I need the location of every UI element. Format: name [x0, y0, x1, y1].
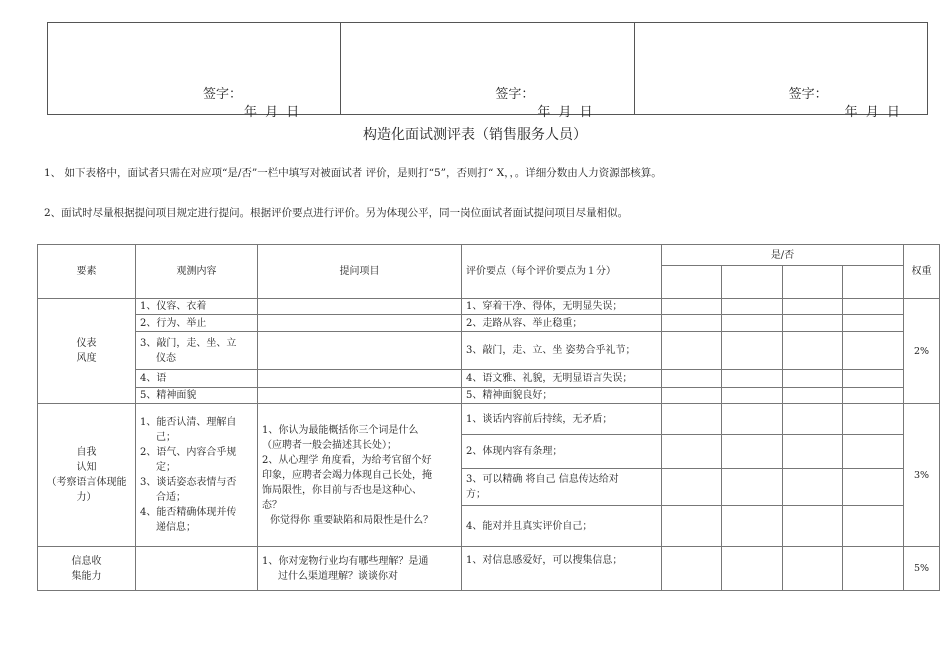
header-yesno: 是/否	[662, 245, 904, 266]
criteria-item: 1、对信息感爱好，可以搜集信息；	[462, 547, 662, 591]
content-item: 1、仪容、衣着	[136, 299, 258, 315]
yesno-cell[interactable]	[662, 388, 722, 404]
element-info-gathering: 信息收 集能力	[38, 547, 136, 591]
yesno-cell[interactable]	[783, 506, 843, 547]
criteria-item: 2、走路从容、举止稳重；	[462, 315, 662, 332]
yesno-cell[interactable]	[783, 435, 843, 469]
yesno-cell[interactable]	[722, 370, 783, 388]
criteria-item: 4、语文雅、礼貌，无明显语言失误；	[462, 370, 662, 388]
yesno-cell[interactable]	[843, 266, 904, 299]
yesno-cell[interactable]	[662, 315, 722, 332]
question-cell	[258, 315, 462, 332]
yesno-cell[interactable]	[843, 299, 904, 315]
yesno-cell[interactable]	[662, 435, 722, 469]
criteria-item: 3、可以精确 将自己 信息传达给对 方；	[462, 469, 662, 506]
yesno-cell[interactable]	[662, 266, 722, 299]
yesno-cell[interactable]	[662, 332, 722, 370]
header-content: 观测内容	[136, 245, 258, 299]
yesno-cell[interactable]	[843, 435, 904, 469]
yesno-cell[interactable]	[783, 299, 843, 315]
yesno-cell[interactable]	[722, 404, 783, 435]
criteria-item: 1、穿着干净、得体，无明显失误；	[462, 299, 662, 315]
yesno-cell[interactable]	[783, 315, 843, 332]
weight-value: 2%	[904, 299, 940, 404]
question-cell	[258, 388, 462, 404]
yesno-cell[interactable]	[722, 315, 783, 332]
yesno-cell[interactable]	[783, 404, 843, 435]
criteria-item: 2、体现内容有条理；	[462, 435, 662, 469]
page-title: 构造化面试测评表（销售服务人员）	[363, 127, 587, 143]
yesno-cell[interactable]	[843, 404, 904, 435]
yesno-cell[interactable]	[783, 266, 843, 299]
weight-value: 3%	[904, 404, 940, 547]
date-label: 年 月 日	[844, 105, 902, 120]
yesno-cell[interactable]	[722, 547, 783, 591]
yesno-cell[interactable]	[722, 266, 783, 299]
yesno-cell[interactable]	[783, 370, 843, 388]
yesno-cell[interactable]	[843, 370, 904, 388]
yesno-cell[interactable]	[722, 299, 783, 315]
criteria-item: 3、敲门，走、立、坐 姿势合乎礼节；	[462, 332, 662, 370]
yesno-cell[interactable]	[843, 547, 904, 591]
criteria-item: 4、能对并且真实评价自己；	[462, 506, 662, 547]
yesno-cell[interactable]	[722, 332, 783, 370]
date-label: 年 月 日	[244, 105, 302, 120]
yesno-cell[interactable]	[662, 404, 722, 435]
yesno-cell[interactable]	[662, 469, 722, 506]
yesno-cell[interactable]	[662, 299, 722, 315]
question-list: 1、你认为最能概括你三个词是什么 （应聘者一般会描述其长处）； 2、从心理学 角度看，为给考官留个好 印象，应聘者会竭力体现自己长处，掩 饰局限性，你目前与否也是这种心、 态？ 你觉得你 重要缺陷和局限性是什么？	[258, 404, 462, 547]
criteria-item: 1、谈话内容前后持续，无矛盾；	[462, 404, 662, 435]
yesno-cell[interactable]	[662, 370, 722, 388]
yesno-cell[interactable]	[662, 547, 722, 591]
content-item: 3、敲门，走、坐、立 仪态	[136, 332, 258, 370]
yesno-cell[interactable]	[783, 388, 843, 404]
signature-cell-3	[635, 23, 927, 120]
yesno-cell[interactable]	[843, 332, 904, 370]
date-label: 年 月 日	[537, 105, 595, 120]
yesno-cell[interactable]	[662, 506, 722, 547]
question-cell	[258, 332, 462, 370]
signature-cell-2	[341, 23, 634, 120]
question-list: 1、你对宠物行业均有哪些理解？是通 过什么渠道理解？谈谈你对	[258, 547, 462, 591]
header-element: 要素	[38, 245, 136, 299]
yesno-cell[interactable]	[722, 506, 783, 547]
yesno-cell[interactable]	[843, 388, 904, 404]
sign-label: 签字：	[203, 87, 243, 102]
sign-label: 签字：	[495, 87, 535, 102]
yesno-cell[interactable]	[783, 547, 843, 591]
yesno-cell[interactable]	[722, 469, 783, 506]
yesno-cell[interactable]	[843, 506, 904, 547]
note-1: 1、 如下表格中，面试者只需在对应项“是/否”一栏中填写对被面试者 评价，是则打“5”，否则打“ X，，。详细分数由人力资源部核算。	[44, 167, 662, 179]
evaluation-table	[37, 244, 940, 591]
sign-label: 签字：	[788, 87, 828, 102]
header-weight: 权重	[904, 245, 940, 299]
signature-cell-1	[48, 23, 341, 120]
content-item: 2、行为、举止	[136, 315, 258, 332]
yesno-cell[interactable]	[722, 388, 783, 404]
criteria-item: 5、精神面貌良好；	[462, 388, 662, 404]
yesno-cell[interactable]	[843, 315, 904, 332]
yesno-cell[interactable]	[843, 469, 904, 506]
content-item: 5、精神面貌	[136, 388, 258, 404]
note-2: 2、面试时尽量根据提问项目规定进行提问。根据评价要点进行评价。另为体现公平，同一岗位面试者面试提问项目尽量相似。	[44, 207, 629, 219]
yesno-cell[interactable]	[722, 435, 783, 469]
content-cell	[136, 547, 258, 591]
question-cell	[258, 299, 462, 315]
content-item: 4、语	[136, 370, 258, 388]
question-cell	[258, 370, 462, 388]
element-appearance: 仪表 风度	[38, 299, 136, 404]
yesno-cell[interactable]	[783, 332, 843, 370]
yesno-cell[interactable]	[783, 469, 843, 506]
header-questions: 提问项目	[258, 245, 462, 299]
element-self-awareness: 自我 认知 （考察语言体现能 力）	[38, 404, 136, 547]
header-criteria: 评价要点（每个评价要点为１分）	[462, 245, 662, 299]
content-list: 1、能否认清、理解自 己； 2、语气、内容合乎规 定； 3、谈话姿态表情与否 合适； 4、能否精确体现并传 递信息；	[136, 404, 258, 547]
weight-value: 5%	[904, 547, 940, 591]
signature-table	[47, 22, 928, 120]
